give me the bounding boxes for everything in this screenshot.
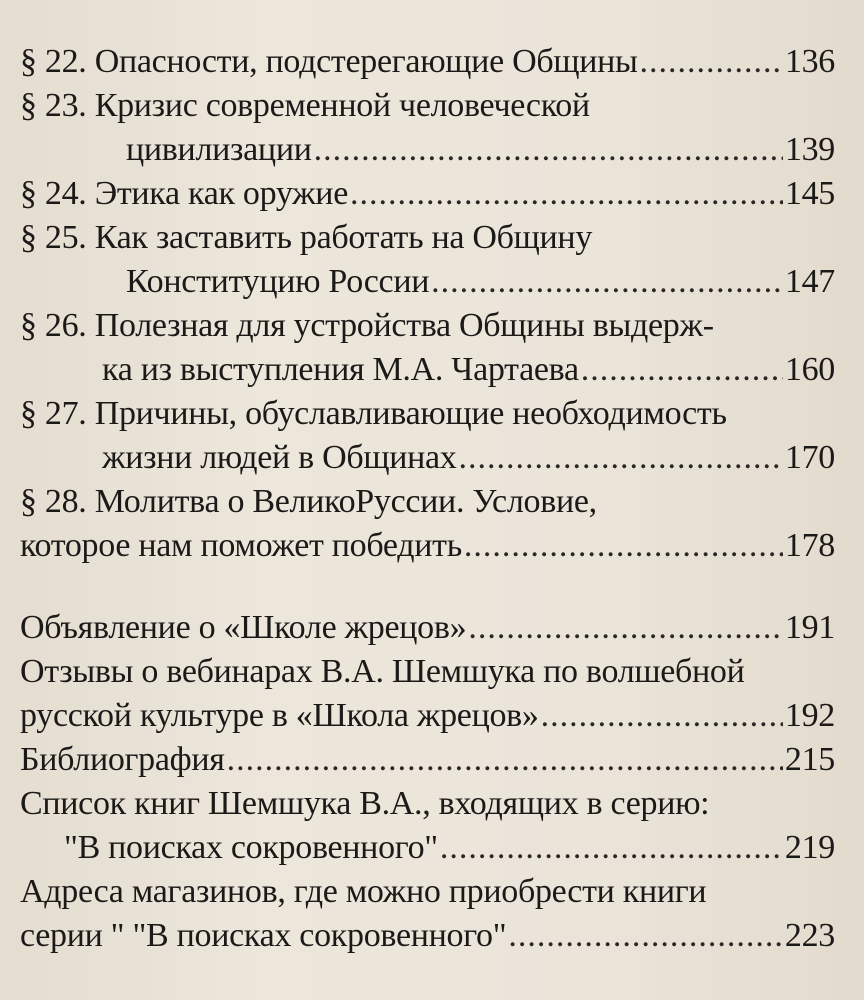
toc-entry-28[interactable] xyxy=(20,480,835,568)
toc-entry-title: § 27. Причины, обуславливающие необходимость xyxy=(20,395,727,432)
dot-leader xyxy=(227,738,783,782)
table-of-contents xyxy=(20,40,835,958)
toc-page-number: 215 xyxy=(784,741,835,778)
toc-entry-book-list[interactable] xyxy=(20,782,835,870)
toc-page-number: 170 xyxy=(784,439,835,476)
toc-page-number: 160 xyxy=(784,351,835,388)
dot-leader xyxy=(640,40,783,84)
toc-entry-27[interactable] xyxy=(20,392,835,480)
toc-page-number: 223 xyxy=(784,917,835,954)
toc-entry-title: Список книг Шемшука В.А., входящих в серию: xyxy=(20,785,710,822)
dot-leader xyxy=(468,606,783,650)
toc-page-number: 219 xyxy=(784,829,835,866)
toc-entry-23[interactable] xyxy=(20,84,835,172)
toc-entry-22[interactable] xyxy=(20,40,835,84)
toc-entry-title-continued: Конституцию России xyxy=(126,263,430,300)
toc-entry-title-continued: "В поисках сокровенного" xyxy=(64,829,438,866)
dot-leader xyxy=(431,260,783,304)
dot-leader xyxy=(440,826,783,870)
toc-entry-title-continued: жизни людей в Общинах xyxy=(102,439,457,476)
dot-leader xyxy=(350,172,783,216)
toc-entry-26[interactable] xyxy=(20,304,835,392)
toc-entry-title-continued: серии " "В поисках сокровенного" xyxy=(20,917,507,954)
toc-entry-24[interactable] xyxy=(20,172,835,216)
toc-entry-title: § 22. Опасности, подстерегающие Общины xyxy=(20,43,638,80)
toc-entry-title-continued: цивилизации xyxy=(126,131,312,168)
section-divider-space xyxy=(20,568,835,606)
dot-leader xyxy=(581,348,783,392)
dot-leader xyxy=(541,694,783,738)
toc-entry-title: § 23. Кризис современной человеческой xyxy=(20,87,590,124)
toc-entry-title: Отзывы о вебинарах В.А. Шемшука по волшебной xyxy=(20,653,745,690)
toc-page-number: 178 xyxy=(784,527,835,564)
toc-entry-title: Библиография xyxy=(20,741,225,778)
toc-entry-title: § 24. Этика как оружие xyxy=(20,175,348,212)
toc-entry-title: Объявление о «Школе жрецов» xyxy=(20,609,467,646)
toc-page-number: 191 xyxy=(784,609,835,646)
dot-leader xyxy=(508,914,783,958)
toc-entry-title: § 25. Как заставить работать на Общину xyxy=(20,219,593,256)
toc-page-number: 192 xyxy=(784,697,835,734)
toc-entry-title-continued: русской культуре в «Школа жрецов» xyxy=(20,697,539,734)
toc-entry-announcement[interactable] xyxy=(20,606,835,650)
toc-page-number: 145 xyxy=(784,175,835,212)
toc-entry-title: § 26. Полезная для устройства Общины выдерж- xyxy=(20,307,714,344)
toc-page-number: 136 xyxy=(784,43,835,80)
toc-entry-title-continued: ка из выступления М.А. Чартаева xyxy=(102,351,579,388)
toc-entry-reviews[interactable] xyxy=(20,650,835,738)
toc-entry-title: § 28. Молитва о ВеликоРуссии. Условие, xyxy=(20,483,597,520)
dot-leader xyxy=(464,524,783,568)
toc-entry-25[interactable] xyxy=(20,216,835,304)
toc-page-number: 147 xyxy=(784,263,835,300)
dot-leader xyxy=(314,128,783,172)
toc-page-number: 139 xyxy=(784,131,835,168)
toc-entry-title: Адреса магазинов, где можно приобрести книги xyxy=(20,873,707,910)
toc-entry-title-continued: которое нам поможет победить xyxy=(20,527,462,564)
toc-entry-store-addresses[interactable] xyxy=(20,870,835,958)
toc-entry-bibliography[interactable] xyxy=(20,738,835,782)
dot-leader xyxy=(459,436,783,480)
